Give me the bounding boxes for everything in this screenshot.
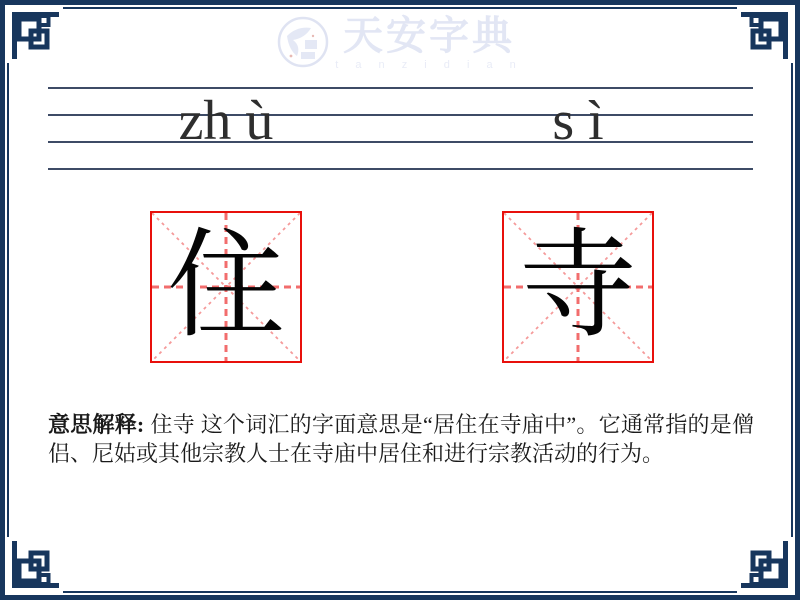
pinyin-syllable: zh ù: [178, 90, 274, 152]
inner-frame-border: [7, 7, 793, 593]
definition-paragraph: [48, 410, 754, 468]
pinyin-staff-line: [48, 87, 753, 89]
hanzi-character: 住: [166, 221, 285, 352]
logo: [0, 14, 800, 71]
pinyin-syllable: s ì: [552, 90, 604, 152]
corner-fret-ornament-icon: [737, 537, 795, 595]
logo-subtitle: t a n z i d i a n: [335, 59, 523, 71]
character-grid-box: [502, 211, 654, 363]
character-grid-box: [150, 211, 302, 363]
logo-title: 天安字典: [342, 13, 515, 58]
definition-label: 意思解释:: [48, 412, 145, 437]
pinyin-staff-line: [48, 168, 753, 170]
definition-text: 住寺 这个词汇的字面意思是“居住在寺庙中”。它通常指的是僧侣、尼姑或其他宗教人士在寺庙中居住和进行宗教活动的行为。: [48, 412, 755, 466]
hanzi-character: 寺: [518, 221, 637, 352]
globe-seal-icon: [277, 16, 329, 68]
corner-fret-ornament-icon: [5, 537, 63, 595]
